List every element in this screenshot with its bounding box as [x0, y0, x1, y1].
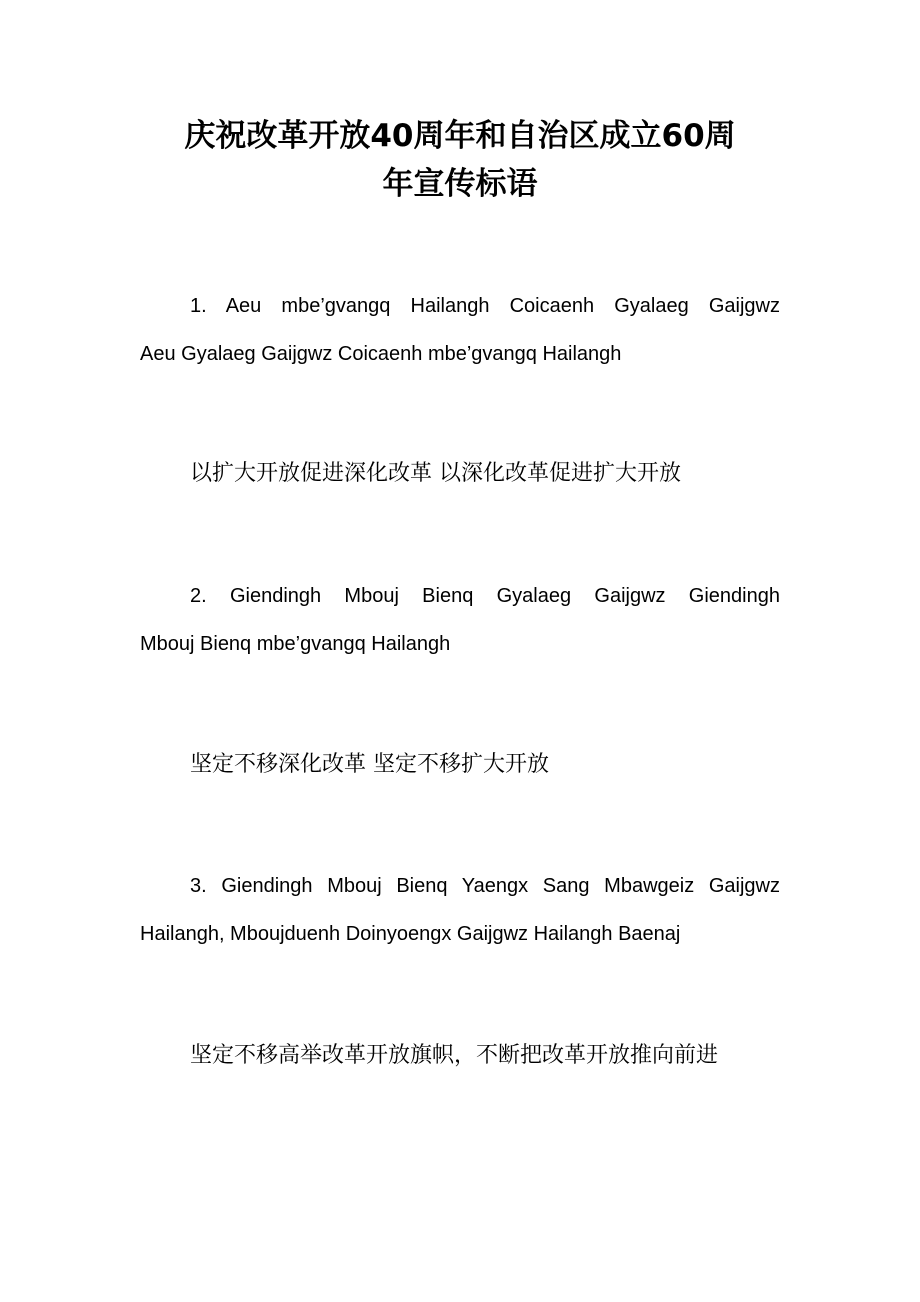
- slogan-2-zhuang-line-1: 2. Giendingh Mbouj Bienq Gyalaeg Gaijgwz Giendingh: [190, 585, 780, 607]
- slogan-1-zhuang-line-1: 1. Aeu mbe’gvangq Hailangh Coicaenh Gyalaeg Gaijgwz: [190, 295, 780, 317]
- slogan-2-chinese: 坚定不移深化改革 坚定不移扩大开放: [190, 752, 549, 777]
- slogan-2-zhuang-line-2: Mbouj Bienq mbe’gvangq Hailangh: [140, 633, 451, 655]
- slogan-1-zhuang-line-2: Aeu Gyalaeg Gaijgwz Coicaenh mbe’gvangq Hailangh: [140, 343, 622, 365]
- slogan-3-chinese: 坚定不移高举改革开放旗帜，不断把改革开放推向前进: [190, 1043, 719, 1068]
- slogan-3-zhuang-line-1: 3. Giendingh Mbouj Bienq Yaengx Sang Mbawgeiz Gaijgwz: [190, 875, 780, 897]
- document-title: [140, 112, 780, 208]
- title-line-1: 庆祝改革开放40周年和自治区成立60周: [184, 118, 736, 154]
- slogan-1-zhuang: [140, 282, 780, 378]
- slogan-2-zhuang: [140, 572, 780, 668]
- slogan-1-chinese: 以扩大开放促进深化改革 以深化改革促进扩大开放: [190, 461, 681, 486]
- slogan-3-zhuang: [140, 862, 780, 958]
- slogan-3-zhuang-line-2: Hailangh, Mboujduenh Doinyoengx Gaijgwz Hailangh Baenaj: [140, 923, 681, 945]
- title-line-2: 年宣传标语: [382, 166, 538, 202]
